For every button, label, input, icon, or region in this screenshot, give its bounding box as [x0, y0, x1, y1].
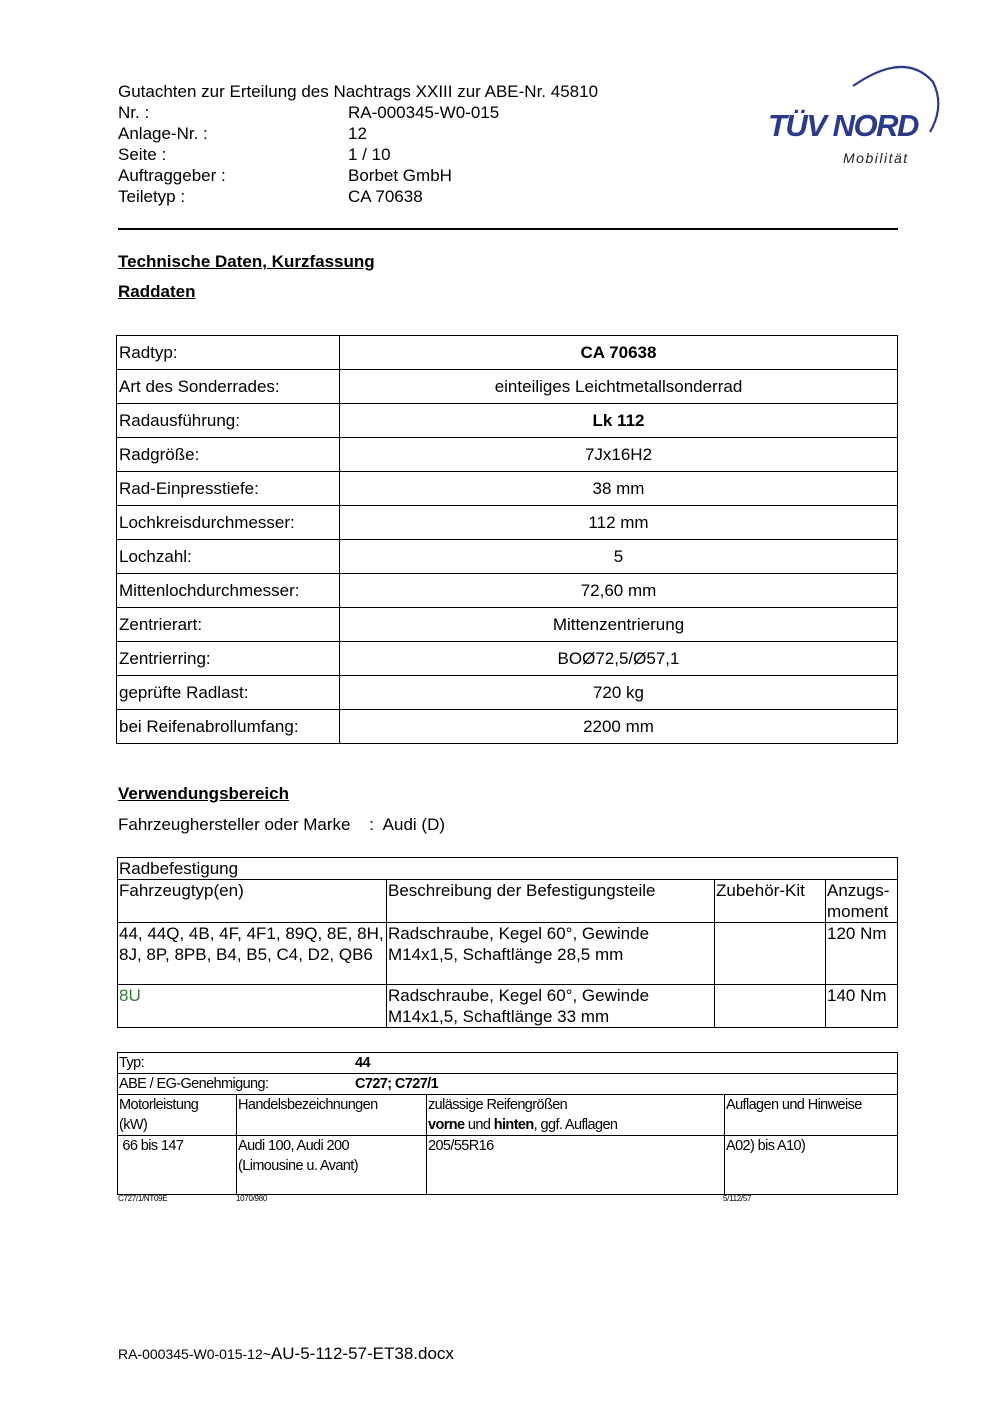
trade-names-cell: Audi 100, Audi 200 (Limousine u. Avant)	[237, 1136, 427, 1195]
row-value: 72,60 mm	[340, 574, 898, 608]
description-cell: Radschraube, Kegel 60°, Gewinde M14x1,5, Schaftlänge 28,5 mm	[387, 923, 715, 985]
row-label: Lochzahl:	[117, 540, 340, 574]
maker-value: Audi (D)	[382, 815, 446, 834]
row-label: geprüfte Radlast:	[117, 676, 340, 710]
power-cell: 66 bis 147	[118, 1136, 237, 1195]
table-row	[117, 336, 898, 370]
vehicle-types-cell: 44, 44Q, 4B, 4F, 4F1, 89Q, 8E, 8H, 8J, 8P, 8PB, B4, B5, C4, D2, QB6	[118, 923, 387, 985]
tuv-nord-logo	[765, 58, 940, 170]
table-row	[118, 1136, 898, 1195]
row-label: bei Reifenabrollumfang:	[117, 710, 340, 744]
row-label: Mittenlochdurchmesser:	[117, 574, 340, 608]
row-value: BOØ72,5/Ø57,1	[340, 642, 898, 676]
wheel-fastening-table	[117, 857, 898, 1028]
table-title: Radbefestigung	[118, 858, 898, 880]
header-divider	[118, 228, 898, 230]
table-row	[118, 985, 898, 1028]
type-approval-table	[117, 1052, 898, 1195]
header-row	[118, 186, 598, 207]
header-value: RA-000345-W0-015	[348, 103, 500, 122]
tire-sizes-cell: 205/55R16	[427, 1136, 725, 1195]
torque-cell: 140 Nm	[826, 985, 898, 1028]
vehicle-types-cell: 8U	[118, 985, 387, 1028]
table-row	[117, 574, 898, 608]
header-value: 12	[348, 124, 367, 143]
abe-row	[118, 1074, 898, 1095]
kit-cell	[715, 923, 826, 985]
section-subtitle: Raddaten	[118, 282, 196, 301]
row-value: Mittenzentrierung	[340, 608, 898, 642]
header-key: Auftraggeber :	[118, 166, 226, 185]
usage-section-title: Verwendungsbereich	[118, 784, 289, 803]
header-key: Seite :	[118, 145, 167, 164]
tires-conditions: , ggf. Auflagen	[533, 1117, 618, 1133]
table-title-row	[118, 858, 898, 880]
column-header: Fahrzeugtyp(en)	[118, 880, 387, 923]
torque-cell: 120 Nm	[826, 923, 898, 985]
header-value: CA 70638	[348, 187, 423, 206]
tires-and: und	[464, 1117, 494, 1133]
column-header: Auflagen und Hinweise	[725, 1095, 898, 1136]
row-value: 112 mm	[340, 506, 898, 540]
table-row	[117, 540, 898, 574]
file-name-footer	[118, 1344, 454, 1364]
row-value: einteiliges Leichtmetallsonderrad	[340, 370, 898, 404]
row-label: Zentrierart:	[117, 608, 340, 642]
vehicle-maker-line	[118, 815, 445, 835]
table-row	[118, 923, 898, 985]
row-label: Rad-Einpresstiefe:	[117, 472, 340, 506]
kit-cell	[715, 985, 826, 1028]
table-row	[117, 710, 898, 744]
row-label: Radtyp:	[117, 336, 340, 370]
document-header	[118, 81, 598, 207]
header-row	[118, 165, 598, 186]
row-label: Radausführung:	[117, 404, 340, 438]
column-header: Anzugs- moment	[826, 880, 898, 923]
row-value: 7Jx16H2	[340, 438, 898, 472]
table-row	[117, 404, 898, 438]
row-value: 2200 mm	[340, 710, 898, 744]
row-label: Art des Sonderrades:	[117, 370, 340, 404]
tires-front: vorne	[428, 1117, 465, 1133]
table-row	[117, 642, 898, 676]
abe-value: C727; C727/1	[355, 1076, 439, 1092]
typ-value: 44	[355, 1055, 370, 1071]
abe-label: ABE / EG-Genehmigung:	[119, 1076, 269, 1092]
row-value: 5	[340, 540, 898, 574]
footnote-code: 5/112/57	[723, 1194, 752, 1203]
tires-rear: hinten	[493, 1117, 534, 1133]
header-key: Teiletyp :	[118, 187, 186, 206]
header-key: Nr. :	[118, 103, 150, 122]
header-value: 1 / 10	[348, 145, 391, 164]
section-title: Technische Daten, Kurzfassung	[118, 252, 375, 271]
typ-row	[118, 1053, 898, 1074]
document-title: Gutachten zur Erteilung des Nachtrags XXIII zur ABE-Nr. 45810	[118, 82, 599, 101]
row-label: Radgröße:	[117, 438, 340, 472]
notes-cell: A02) bis A10)	[725, 1136, 898, 1195]
header-value: Borbet GmbH	[348, 166, 452, 185]
table-row	[117, 438, 898, 472]
footnote-code: 1070/980	[236, 1194, 267, 1203]
tires-header-line: zulässige Reifengrößen	[428, 1097, 568, 1113]
logo-wordmark: TÜV NORD	[768, 108, 918, 143]
column-header: Handelsbezeichnungen	[237, 1095, 427, 1136]
wheel-data-table	[116, 335, 898, 744]
column-header-tires	[427, 1095, 725, 1136]
table-row	[117, 608, 898, 642]
footer-filename: AU-5-112-57-ET38.docx	[270, 1344, 454, 1363]
row-label: Zentrierring:	[117, 642, 340, 676]
row-label: Lochkreisdurchmesser:	[117, 506, 340, 540]
logo-subtitle: Mobilität	[843, 150, 909, 166]
maker-label: Fahrzeughersteller oder Marke	[118, 815, 351, 834]
table-row	[117, 472, 898, 506]
table-row	[117, 370, 898, 404]
column-header: Zubehör-Kit	[715, 880, 826, 923]
description-cell: Radschraube, Kegel 60°, Gewinde M14x1,5, Schaftlänge 33 mm	[387, 985, 715, 1028]
footer-prefix: RA-000345-W0-015-12~	[118, 1346, 271, 1362]
row-value: Lk 112	[340, 404, 898, 438]
table-row	[117, 506, 898, 540]
table-row	[117, 676, 898, 710]
header-row	[118, 102, 598, 123]
typ-label: Typ:	[119, 1055, 144, 1071]
header-key: Anlage-Nr. :	[118, 124, 208, 143]
row-value: CA 70638	[340, 336, 898, 370]
footnote-code: C727/1/NT09E	[118, 1194, 168, 1203]
maker-separator: :	[369, 815, 374, 834]
column-header: Motorleistung (kW)	[118, 1095, 237, 1136]
header-row	[118, 123, 598, 144]
row-value: 38 mm	[340, 472, 898, 506]
table-header-row	[118, 880, 898, 923]
header-row	[118, 144, 598, 165]
table-header-row	[118, 1095, 898, 1136]
column-header: Beschreibung der Befestigungsteile	[387, 880, 715, 923]
row-value: 720 kg	[340, 676, 898, 710]
